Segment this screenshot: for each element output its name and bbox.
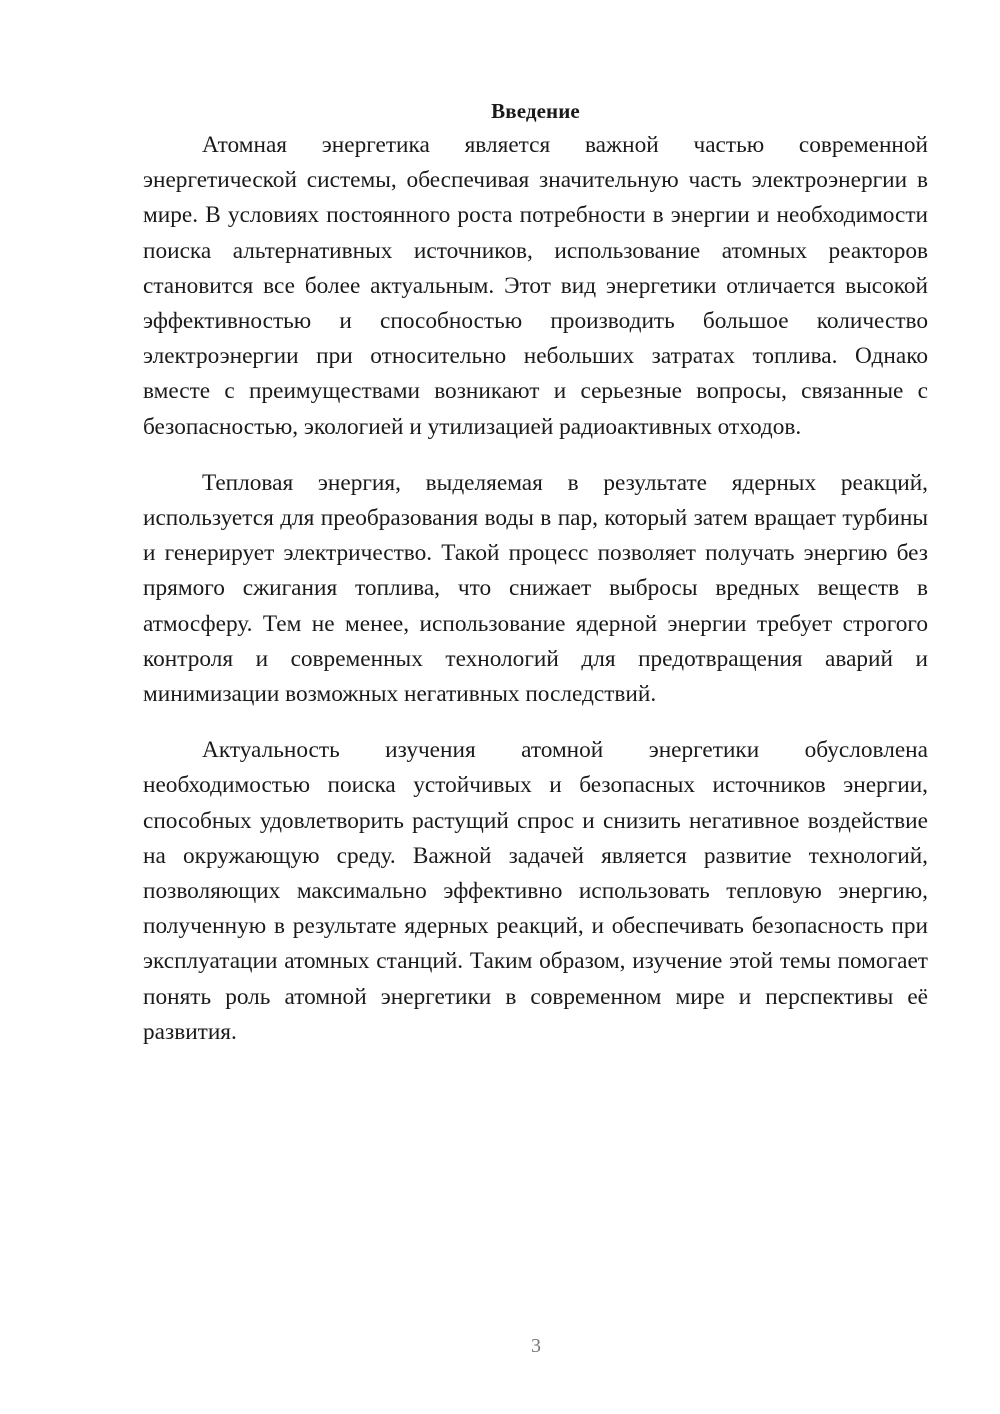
section-title: Введение xyxy=(491,99,580,123)
page-content xyxy=(143,95,928,1050)
page-number: 3 xyxy=(531,1335,541,1357)
paragraph-1: Атомная энергетика является важной частью современной энергетической системы, обеспечивая значительную часть электроэнергии в мире. В условиях постоянного роста потребности в энергии и необходимости поиска альтернативных источников, использование атомных реакторов становится все более актуальным. Этот вид энергетики отличается высокой эффективностью и способностью производить большое количество электроэнергии при относительно небольших затратах топлива. Однако вместе с преимуществами возникают и серьезные вопросы, связанные с безопасностью, экологией и утилизацией радиоактивных отходов. xyxy=(143,132,928,440)
paragraph-2: Тепловая энергия, выделяемая в результате ядерных реакций, используется для преобразования воды в пар, который затем вращает турбины и генерирует электричество. Такой процесс позволяет получать энергию без прямого сжигания топлива, что снижает выбросы вредных веществ в атмосферу. Тем не менее, использование ядерной энергии требует строгого контроля и современных технологий для предотвращения аварий и минимизации возможных негативных последствий. xyxy=(143,469,928,708)
paragraph-3: Актуальность изучения атомной энергетики обусловлена необходимостью поиска устойчивых и безопасных источников энергии, способных удовлетворить растущий спрос и снизить негативное воздействие на окружающую среду. Важной задачей является развитие технологий, позволяющих максимально эффективно использовать тепловую энергию, полученную в результате ядерных реакций, и обеспечивать безопасность при эксплуатации атомных станций. Таким образом, изучение этой темы помогает понять роль атомной энергетики в современном мире и перспективы её развития. xyxy=(143,737,928,1045)
